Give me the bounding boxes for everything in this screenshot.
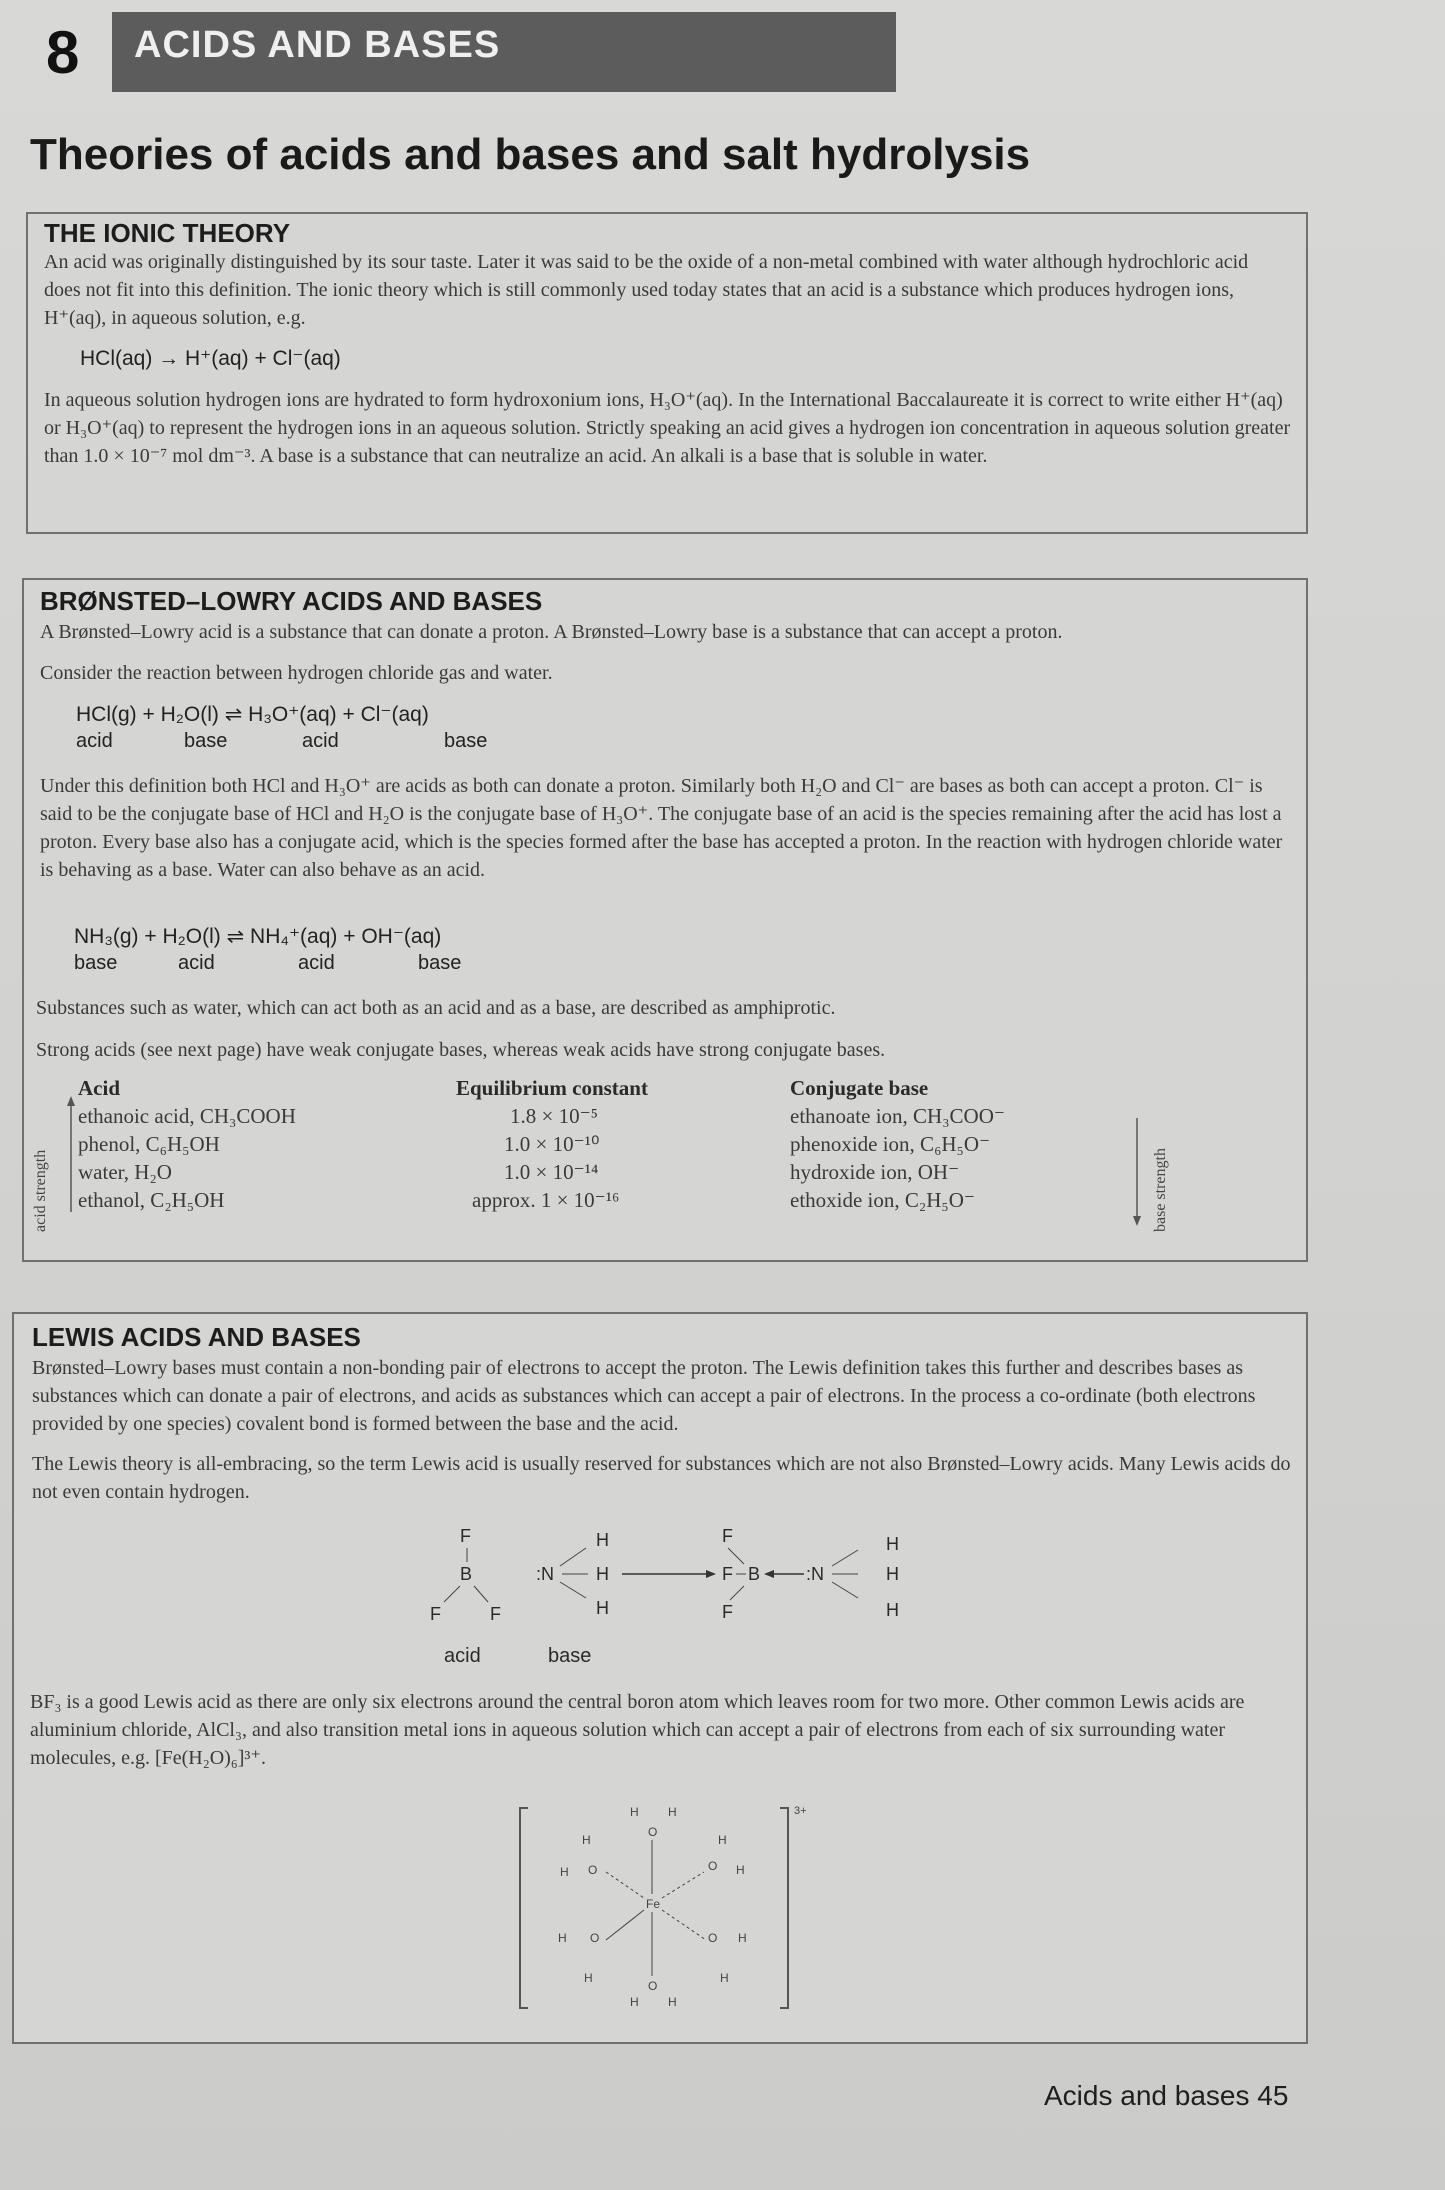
adduct-f-left: F	[722, 1564, 733, 1584]
fe-center: Fe	[646, 1897, 661, 1911]
o-lower-left: O	[590, 1931, 600, 1945]
table-row-4-acid: ethanol, C₂H₅OH	[78, 1188, 225, 1212]
bf3-f-right: F	[490, 1604, 501, 1624]
eq1-label-acid-2: acid	[302, 730, 339, 752]
bronsted-paragraph-5: Strong acids (see next page) have weak conjugate bases, whereas weak acids have strong conjugate bases.	[36, 1039, 886, 1061]
lewis-heading: LEWIS ACIDS AND BASES	[32, 1322, 361, 1352]
h-top-right: H	[668, 1805, 677, 1819]
acid-strength-arrow-icon	[64, 1096, 78, 1216]
nh3-h-bottom: H	[596, 1598, 609, 1618]
adduct-f-top: F	[722, 1526, 733, 1546]
lewis-paragraph-1: Brønsted–Lowry bases must contain a non-bonding pair of electrons to accept the proton. The Lewis definition takes this further and describes bases as substances which can donate a pair of electrons, and acids as substances which can accept a pair of electrons. In the process a co-ordinate (both electrons provided by one species) covalent bond is formed between the base and the acid.	[32, 1357, 1256, 1435]
table-header-acid: Acid	[78, 1076, 120, 1100]
base-label: base	[548, 1645, 592, 1667]
lewis-paragraph-2: The Lewis theory is all-embracing, so the term Lewis acid is usually reserved for substances which are not also Brønsted–Lowry acids. Many Lewis acids do not even contain hydrogen.	[32, 1453, 1291, 1503]
h-lower-left-b: H	[584, 1971, 593, 1985]
table-row-2-base: phenoxide ion, C₆H₅O⁻	[790, 1132, 991, 1156]
h-lower-left-a: H	[558, 1931, 567, 1945]
bronsted-paragraph-3: Under this definition both HCl and H₃O⁺ are acids as both can donate a proton. Similarly both H₂O and Cl⁻ are bases as both can accept a proton. Cl⁻ is said to be the conjugate base of HCl and H₂O is the conjugate base of H₃O⁺. The conjugate base of an acid is the species remaining after the acid has lost a proton. Every base also has a conjugate acid, which is the species formed after the base has accepted a proton. In the reaction with hydrogen chloride water is behaving as a base. Water can also behave as an acid.	[40, 775, 1283, 881]
nh3-n: :N	[536, 1564, 554, 1584]
table-row-3-acid: water, H₂O	[78, 1160, 172, 1184]
table-row-3-k: 1.0 × 10⁻¹⁴	[504, 1160, 599, 1184]
bronsted-lowry-heading: BRØNSTED–LOWRY ACIDS AND BASES	[40, 586, 543, 616]
o-upper-left: O	[588, 1863, 598, 1877]
h-upper-left-a: H	[560, 1865, 569, 1879]
o-upper-right: O	[708, 1859, 718, 1873]
nh3-h-top: H	[596, 1530, 609, 1550]
bronsted-paragraph-4: Substances such as water, which can act both as an acid and as a base, are described as amphiprotic.	[36, 997, 836, 1019]
complex-charge: 3+	[794, 1805, 807, 1817]
bronsted-equation-2: NH₃(g) + H₂O(l) ⇌ NH₄⁺(aq) + OH⁻(aq)	[74, 925, 442, 948]
bronsted-paragraph-2: Consider the reaction between hydrogen chloride gas and water.	[40, 662, 553, 684]
eq2-label-base-1: base	[74, 952, 118, 974]
eq1-label-acid-1: acid	[76, 730, 113, 752]
nh3-h-mid: H	[596, 1564, 609, 1584]
iron-complex-diagram	[518, 1800, 838, 2014]
adduct-b: B	[748, 1564, 761, 1584]
chapter-title: ACIDS AND BASES	[134, 24, 501, 66]
h-top-left: H	[630, 1805, 639, 1819]
o-bottom: O	[648, 1979, 658, 1993]
base-strength-label: base strength	[1152, 1148, 1169, 1232]
table-row-3-base: hydroxide ion, OH⁻	[790, 1160, 960, 1184]
ionic-paragraph-1: An acid was originally distinguished by its sour taste. Later it was said to be the oxide of a non-metal combined with water although hydrochloric acid does not fit into this definition. The ionic theory which is still commonly used today states that an acid is a substance which produces hydrogen ions, H⁺(aq), in aqueous solution, e.g.	[44, 251, 1249, 329]
h-bottom-right: H	[668, 1995, 677, 2009]
acid-label: acid	[444, 1645, 481, 1667]
h-lower-right-a: H	[738, 1931, 747, 1945]
bf3-f-left: F	[430, 1604, 441, 1624]
bf3-b: B	[460, 1564, 473, 1584]
bronsted-paragraph-1: A Brønsted–Lowry acid is a substance that can donate a proton. A Brønsted–Lowry base is a substance that can accept a proton.	[40, 621, 1063, 643]
h-lower-right-b: H	[720, 1971, 729, 1985]
base-strength-arrow-icon	[1130, 1118, 1144, 1228]
adduct-f-bottom: F	[722, 1602, 733, 1622]
page-footer: Acids and bases 45	[1044, 2080, 1289, 2111]
page-title: Theories of acids and bases and salt hydrolysis	[30, 130, 1031, 179]
chapter-number: 8	[46, 19, 80, 86]
h-upper-right-a: H	[736, 1863, 745, 1877]
eq2-label-acid-2: acid	[298, 952, 335, 974]
table-header-conjugate: Conjugate base	[790, 1076, 929, 1100]
table-row-4-k: approx. 1 × 10⁻¹⁶	[472, 1188, 620, 1212]
lewis-reaction-diagram	[400, 1520, 960, 1680]
lewis-paragraph-3: BF₃ is a good Lewis acid as there are only six electrons around the central boron atom which leaves room for two more. Other common Lewis acids are aluminium chloride, AlCl₃, and also transition metal ions in aqueous solution which can accept a pair of electrons from each of six surrounding water molecules, e.g. [Fe(H₂O)₆]³⁺.	[30, 1691, 1245, 1769]
h-upper-right-b: H	[718, 1833, 727, 1847]
bf3-f-top: F	[460, 1526, 471, 1546]
o-top: O	[648, 1825, 658, 1839]
ionic-paragraph-2: In aqueous solution hydrogen ions are hydrated to form hydroxonium ions, H₃O⁺(aq). In the International Baccalaureate it is correct to write either H⁺(aq) or H₃O⁺(aq) to represent the hydrogen ions in an aqueous solution. Strictly speaking an acid gives a hydrogen ion concentration in aqueous solution greater than 1.0 × 10⁻⁷ mol dm⁻³. A base is a substance that can neutralize an acid. An alkali is a base that is soluble in water.	[44, 389, 1291, 467]
table-row-1-base: ethanoate ion, CH₃COO⁻	[790, 1104, 1005, 1128]
table-row-4-base: ethoxide ion, C₂H₅O⁻	[790, 1188, 975, 1212]
ionic-theory-heading: THE IONIC THEORY	[44, 218, 291, 248]
adduct-h-bottom: H	[886, 1600, 899, 1620]
eq1-label-base-1: base	[184, 730, 228, 752]
eq2-label-base-2: base	[418, 952, 462, 974]
table-header-equilibrium: Equilibrium constant	[456, 1076, 648, 1100]
eq2-label-acid-1: acid	[178, 952, 215, 974]
table-row-2-k: 1.0 × 10⁻¹⁰	[504, 1132, 600, 1156]
table-row-2-acid: phenol, C₆H₅OH	[78, 1132, 220, 1156]
acid-strength-label: acid strength	[32, 1149, 49, 1232]
adduct-h-top: H	[886, 1534, 899, 1554]
h-bottom-left: H	[630, 1995, 639, 2009]
adduct-n: :N	[806, 1564, 824, 1584]
table-row-1-acid: ethanoic acid, CH₃COOH	[78, 1104, 296, 1128]
h-upper-left-b: H	[582, 1833, 591, 1847]
adduct-h-mid: H	[886, 1564, 899, 1584]
table-row-1-k: 1.8 × 10⁻⁵	[510, 1104, 598, 1128]
eq1-label-base-2: base	[444, 730, 488, 752]
o-lower-right: O	[708, 1931, 718, 1945]
ionic-equation: HCl(aq) → H⁺(aq) + Cl⁻(aq)	[80, 347, 341, 370]
bronsted-equation-1: HCl(g) + H₂O(l) ⇌ H₃O⁺(aq) + Cl⁻(aq)	[76, 703, 429, 726]
